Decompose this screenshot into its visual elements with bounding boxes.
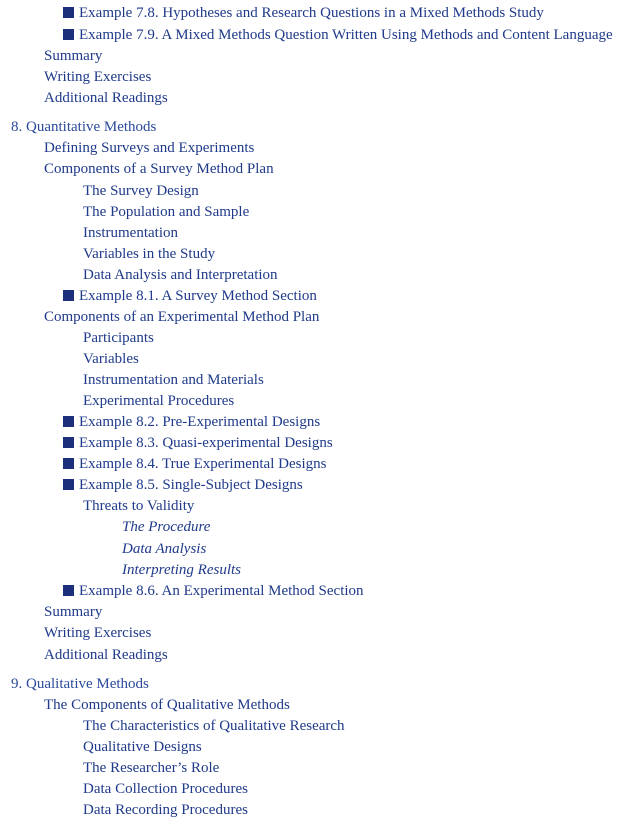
toc-entry-label: Qualitative Designs <box>83 739 202 755</box>
toc-entry-label: Example 8.4. True Experimental Designs <box>79 456 327 472</box>
square-bullet-icon <box>63 458 74 469</box>
toc-entry-label: The Characteristics of Qualitative Research <box>83 718 345 734</box>
toc-entry-label: Instrumentation and Materials <box>83 372 264 388</box>
toc-entry-experimental-procedures[interactable] <box>83 391 234 411</box>
toc-entry-the-procedure[interactable] <box>122 517 210 537</box>
toc-entry-label: Instrumentation <box>83 225 178 241</box>
toc-entry-characteristics-qualitative[interactable] <box>83 716 345 736</box>
toc-entry-label: The Population and Sample <box>83 204 250 220</box>
square-bullet-icon <box>63 290 74 301</box>
toc-entry-components-qualitative[interactable] <box>44 695 290 715</box>
toc-entry-label: The Components of Qualitative Methods <box>44 697 290 713</box>
toc-entry-additional-readings-7[interactable] <box>44 88 168 108</box>
toc-entry-summary-7[interactable] <box>44 46 102 66</box>
toc-entry-label: Summary <box>44 604 103 620</box>
toc-entry-label: The Researcher’s Role <box>83 760 220 776</box>
toc-entry-qualitative-designs[interactable] <box>83 737 202 757</box>
toc-entry-instrumentation[interactable] <box>83 223 178 243</box>
toc-entry-label: The Survey Design <box>83 183 199 199</box>
toc-entry-instrumentation-materials[interactable] <box>83 370 264 390</box>
toc-entry-writing-exercises-7[interactable] <box>44 67 151 87</box>
toc-entry-additional-readings-8[interactable] <box>44 645 168 665</box>
square-bullet-icon <box>63 416 74 427</box>
toc-chapter-label: 8. Quantitative Methods <box>11 119 157 135</box>
toc-entry-participants[interactable] <box>83 328 154 348</box>
toc-entry-label: Example 8.5. Single-Subject Designs <box>79 477 303 493</box>
toc-entry-writing-exercises-8[interactable] <box>44 623 151 643</box>
toc-entry-8-1[interactable] <box>63 286 317 306</box>
toc-entry-label: Additional Readings <box>44 647 168 663</box>
toc-entry-interpreting-results[interactable] <box>122 560 241 580</box>
toc-entry-label: Components of an Experimental Method Plan <box>44 309 320 325</box>
square-bullet-icon <box>63 585 74 596</box>
toc-entry-label: Writing Exercises <box>44 625 152 641</box>
toc-entry-label: Data Analysis and Interpretation <box>83 267 278 283</box>
toc-entry-8-6[interactable] <box>63 581 364 601</box>
toc-entry-label: Additional Readings <box>44 90 168 106</box>
toc-entry-8-5[interactable] <box>63 475 303 495</box>
toc-entry-label: Summary <box>44 48 103 64</box>
toc-entry-variables[interactable] <box>83 349 139 369</box>
square-bullet-icon <box>63 29 74 40</box>
toc-entry-label: Threats to Validity <box>83 498 195 514</box>
toc-entry-label: Interpreting Results <box>122 562 242 578</box>
toc-entry-researchers-role[interactable] <box>83 758 219 778</box>
toc-chapter-9[interactable] <box>11 674 149 694</box>
toc-entry-data-recording[interactable] <box>83 800 248 820</box>
square-bullet-icon <box>63 437 74 448</box>
toc-entry-data-analysis-interpretation[interactable] <box>83 265 278 285</box>
toc-entry-label: The Procedure <box>122 519 211 535</box>
toc-entry-label: Writing Exercises <box>44 69 152 85</box>
toc-entry-label: Defining Surveys and Experiments <box>44 140 255 156</box>
toc-entry-label: Data Analysis <box>122 541 207 557</box>
toc-entry-label: Example 8.6. An Experimental Method Section <box>79 583 364 599</box>
toc-entry-survey-method-plan[interactable] <box>44 159 274 179</box>
toc-entry-threats-to-validity[interactable] <box>83 496 194 516</box>
toc-entry-label: Variables in the Study <box>83 246 216 262</box>
toc-entry-8-2[interactable] <box>63 412 320 432</box>
toc-entry-experimental-method-plan[interactable] <box>44 307 319 327</box>
square-bullet-icon <box>63 479 74 490</box>
toc-entry-label: Data Collection Procedures <box>83 781 248 797</box>
toc-entry-summary-8[interactable] <box>44 602 102 622</box>
toc-entry-survey-design[interactable] <box>83 181 199 201</box>
toc-entry-7-9[interactable] <box>63 25 613 45</box>
toc-entry-label: Example 7.9. A Mixed Methods Question Written Using Methods and Content Language <box>79 27 613 43</box>
toc-entry-7-8[interactable] <box>63 3 544 23</box>
toc-entry-label: Example 7.8. Hypotheses and Research Questions in a Mixed Methods Study <box>79 5 544 21</box>
toc-entry-label: Components of a Survey Method Plan <box>44 161 274 177</box>
toc-entry-8-3[interactable] <box>63 433 333 453</box>
toc-entry-data-analysis[interactable] <box>122 539 206 559</box>
square-bullet-icon <box>63 7 74 18</box>
toc-entry-defining-surveys[interactable] <box>44 138 254 158</box>
toc-chapter-label: 9. Qualitative Methods <box>11 676 149 692</box>
toc-entry-label: Example 8.3. Quasi-experimental Designs <box>79 435 333 451</box>
toc-entry-label: Data Recording Procedures <box>83 802 248 818</box>
toc-entry-label: Experimental Procedures <box>83 393 235 409</box>
toc-entry-label: Participants <box>83 330 154 346</box>
toc-entry-variables-in-study[interactable] <box>83 244 215 264</box>
toc-entry-label: Example 8.1. A Survey Method Section <box>79 288 317 304</box>
toc-entry-8-4[interactable] <box>63 454 326 474</box>
toc-entry-label: Variables <box>83 351 139 367</box>
toc-entry-label: Example 8.2. Pre-Experimental Designs <box>79 414 321 430</box>
toc-chapter-8[interactable] <box>11 117 156 137</box>
toc-entry-data-collection[interactable] <box>83 779 248 799</box>
toc-entry-population-sample[interactable] <box>83 202 249 222</box>
